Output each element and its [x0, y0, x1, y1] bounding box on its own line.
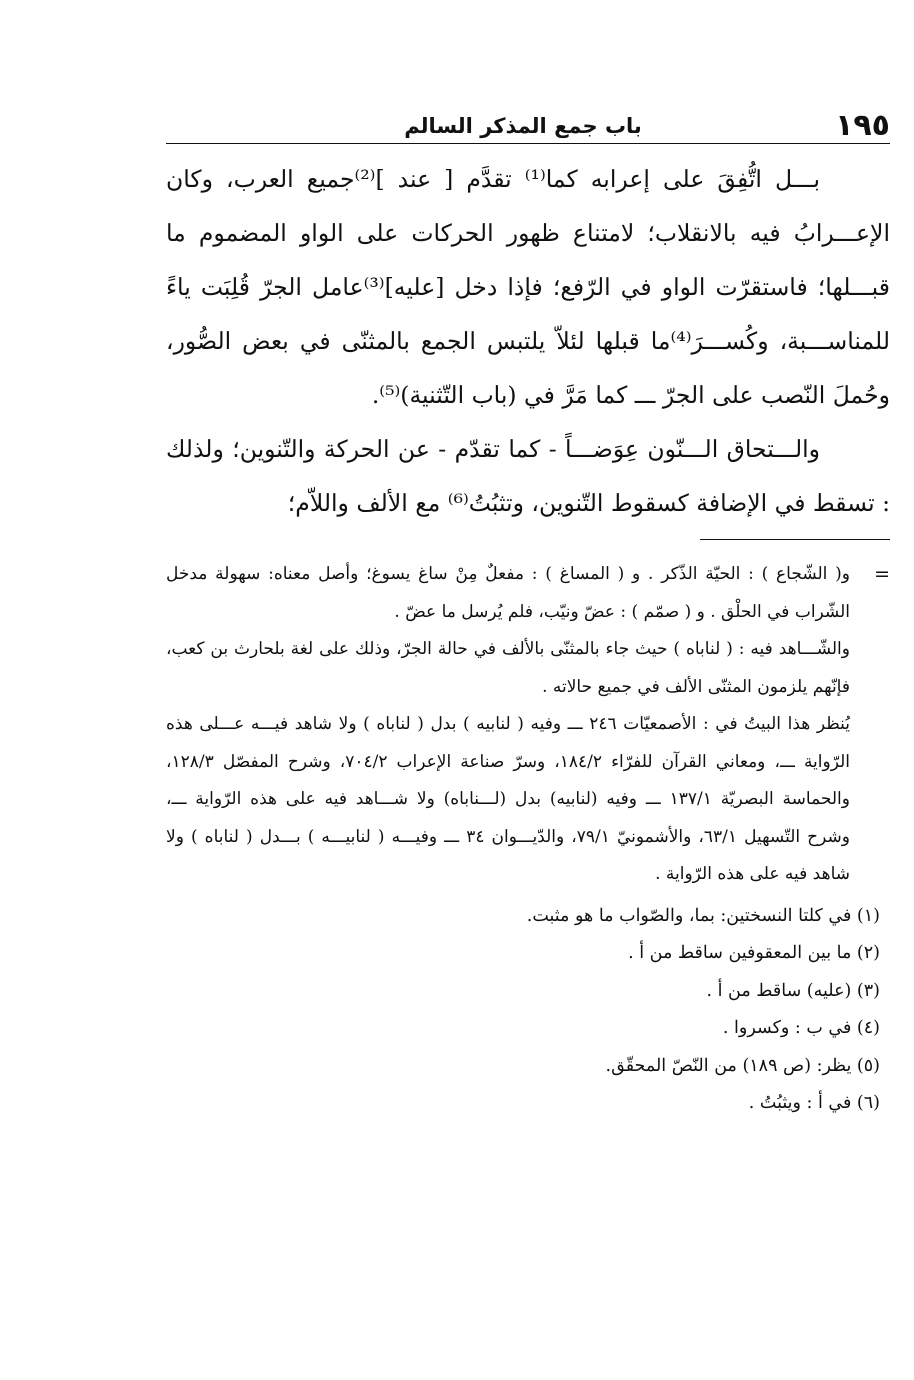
- continuation-mark: =: [874, 563, 890, 585]
- footnote-continuation-1: [166, 556, 890, 631]
- footnote-separator: [700, 539, 890, 540]
- header-rule: [166, 143, 890, 144]
- footnote-2: (٢) ما بين المعقوفين ساقط من أ .: [628, 943, 880, 964]
- footnote-6: (٦) في أ : ويثبُتُ .: [748, 1093, 880, 1114]
- footnote-3: (٣) (عليه) ساقط من أ .: [706, 980, 880, 1001]
- footnote-continuation-3: يُنظر هذا البيتُ في : الأصمعيّات ٢٤٦ ـــ وفيه ( لنابيه ) بدل ( لناباه ) ولا شاهد فيـــه عـــلى هذه الرّواية ـــ، ومعاني القرآن للفرّاء ١٨٤/٢، وسرّ صناعة الإعراب ٧٠٤/٢، وشرح المفصّل ١٢٨/٣، والحماسة البصريّة ١٣٧/١ ـــ وفيه (لنابيه) بدل (لـــناباه) ولا شـــاهد فيه على هذه الرّواية ـــ، وشرح التّسهيل ٦٣/١، والأشمونيّ ٧٩/١، والدّيـــوان ٣٤ ـــ وفيـــه ( لنابيـــه ) بـــدل ( لناباه ) ولا شاهد فيه على هذه الرّواية .: [166, 714, 851, 884]
- footnote-continuation-text-1: و( الشّجاع ) : الحيّة الذّكر . و ( المساغ ) : مفعلٌ مِنْ ساغ يسوغ؛ وأصل معناه: سهولة مدخل الشّراب في الحلْق . و ( صمّم ) : عضّ ونيّب، فلم يُرسل ما عضّ .: [166, 564, 850, 622]
- footnote-4: (٤) في ب : وكسروا .: [722, 1018, 880, 1039]
- body-paragraph-2: والـــتحاق الـــنّون عِوَضـــاً - كما تقدّم - عن الحركة والتّنوين؛ ولذلك : تسقط في الإضافة كسقوط التّنوين، وتثبُتُ⁽⁶⁾ مع الألف واللاّم؛: [166, 435, 890, 517]
- footnote-5: (٥) يظر: (ص ١٨٩) من النّصّ المحقّق.: [605, 1055, 880, 1076]
- body-paragraph-1: بـــل اتُّفِقَ على إعرابه كما⁽¹⁾ تقدَّم [ عند ]⁽²⁾جميع العرب، وكان الإعـــرابُ فيه بالانقلاب؛ لامتناع ظهور الحركات على الواو المضموم ما قبـــلها؛ فاستقرّت الواو في الرّفع؛ فإذا دخل [عليه]⁽³⁾عامل الجرّ قُلِبَت ياءً للمناســـبة، وكُســـرَ⁽⁴⁾ما قبلها لئلاّ يلتبس الجمع بالمثنّى في بعض الصُّور، وحُملَ النّصب على الجرّ ـــ كما مَرَّ في (باب التّثنية)⁽⁵⁾.: [166, 165, 890, 409]
- page-number: ١٩٥: [835, 108, 890, 143]
- chapter-title: باب جمع المذكر السالم: [404, 114, 642, 138]
- page-header: [166, 110, 890, 142]
- footnote-continuation-2: والشّـــاهد فيه : ( لناباه ) حيث جاء بالمثنّى بالألف في حالة الجرّ، وذلك على لغة بلحارث بن كعب، فإنّهم يلزمون المثنّى الألف في جميع حالاته .: [166, 639, 850, 697]
- main-text: [166, 152, 890, 530]
- footnotes-section: [166, 556, 890, 1123]
- footnote-1: (١) في كلتا النسختين: بما، والصّواب ما هو مثبت.: [526, 905, 880, 926]
